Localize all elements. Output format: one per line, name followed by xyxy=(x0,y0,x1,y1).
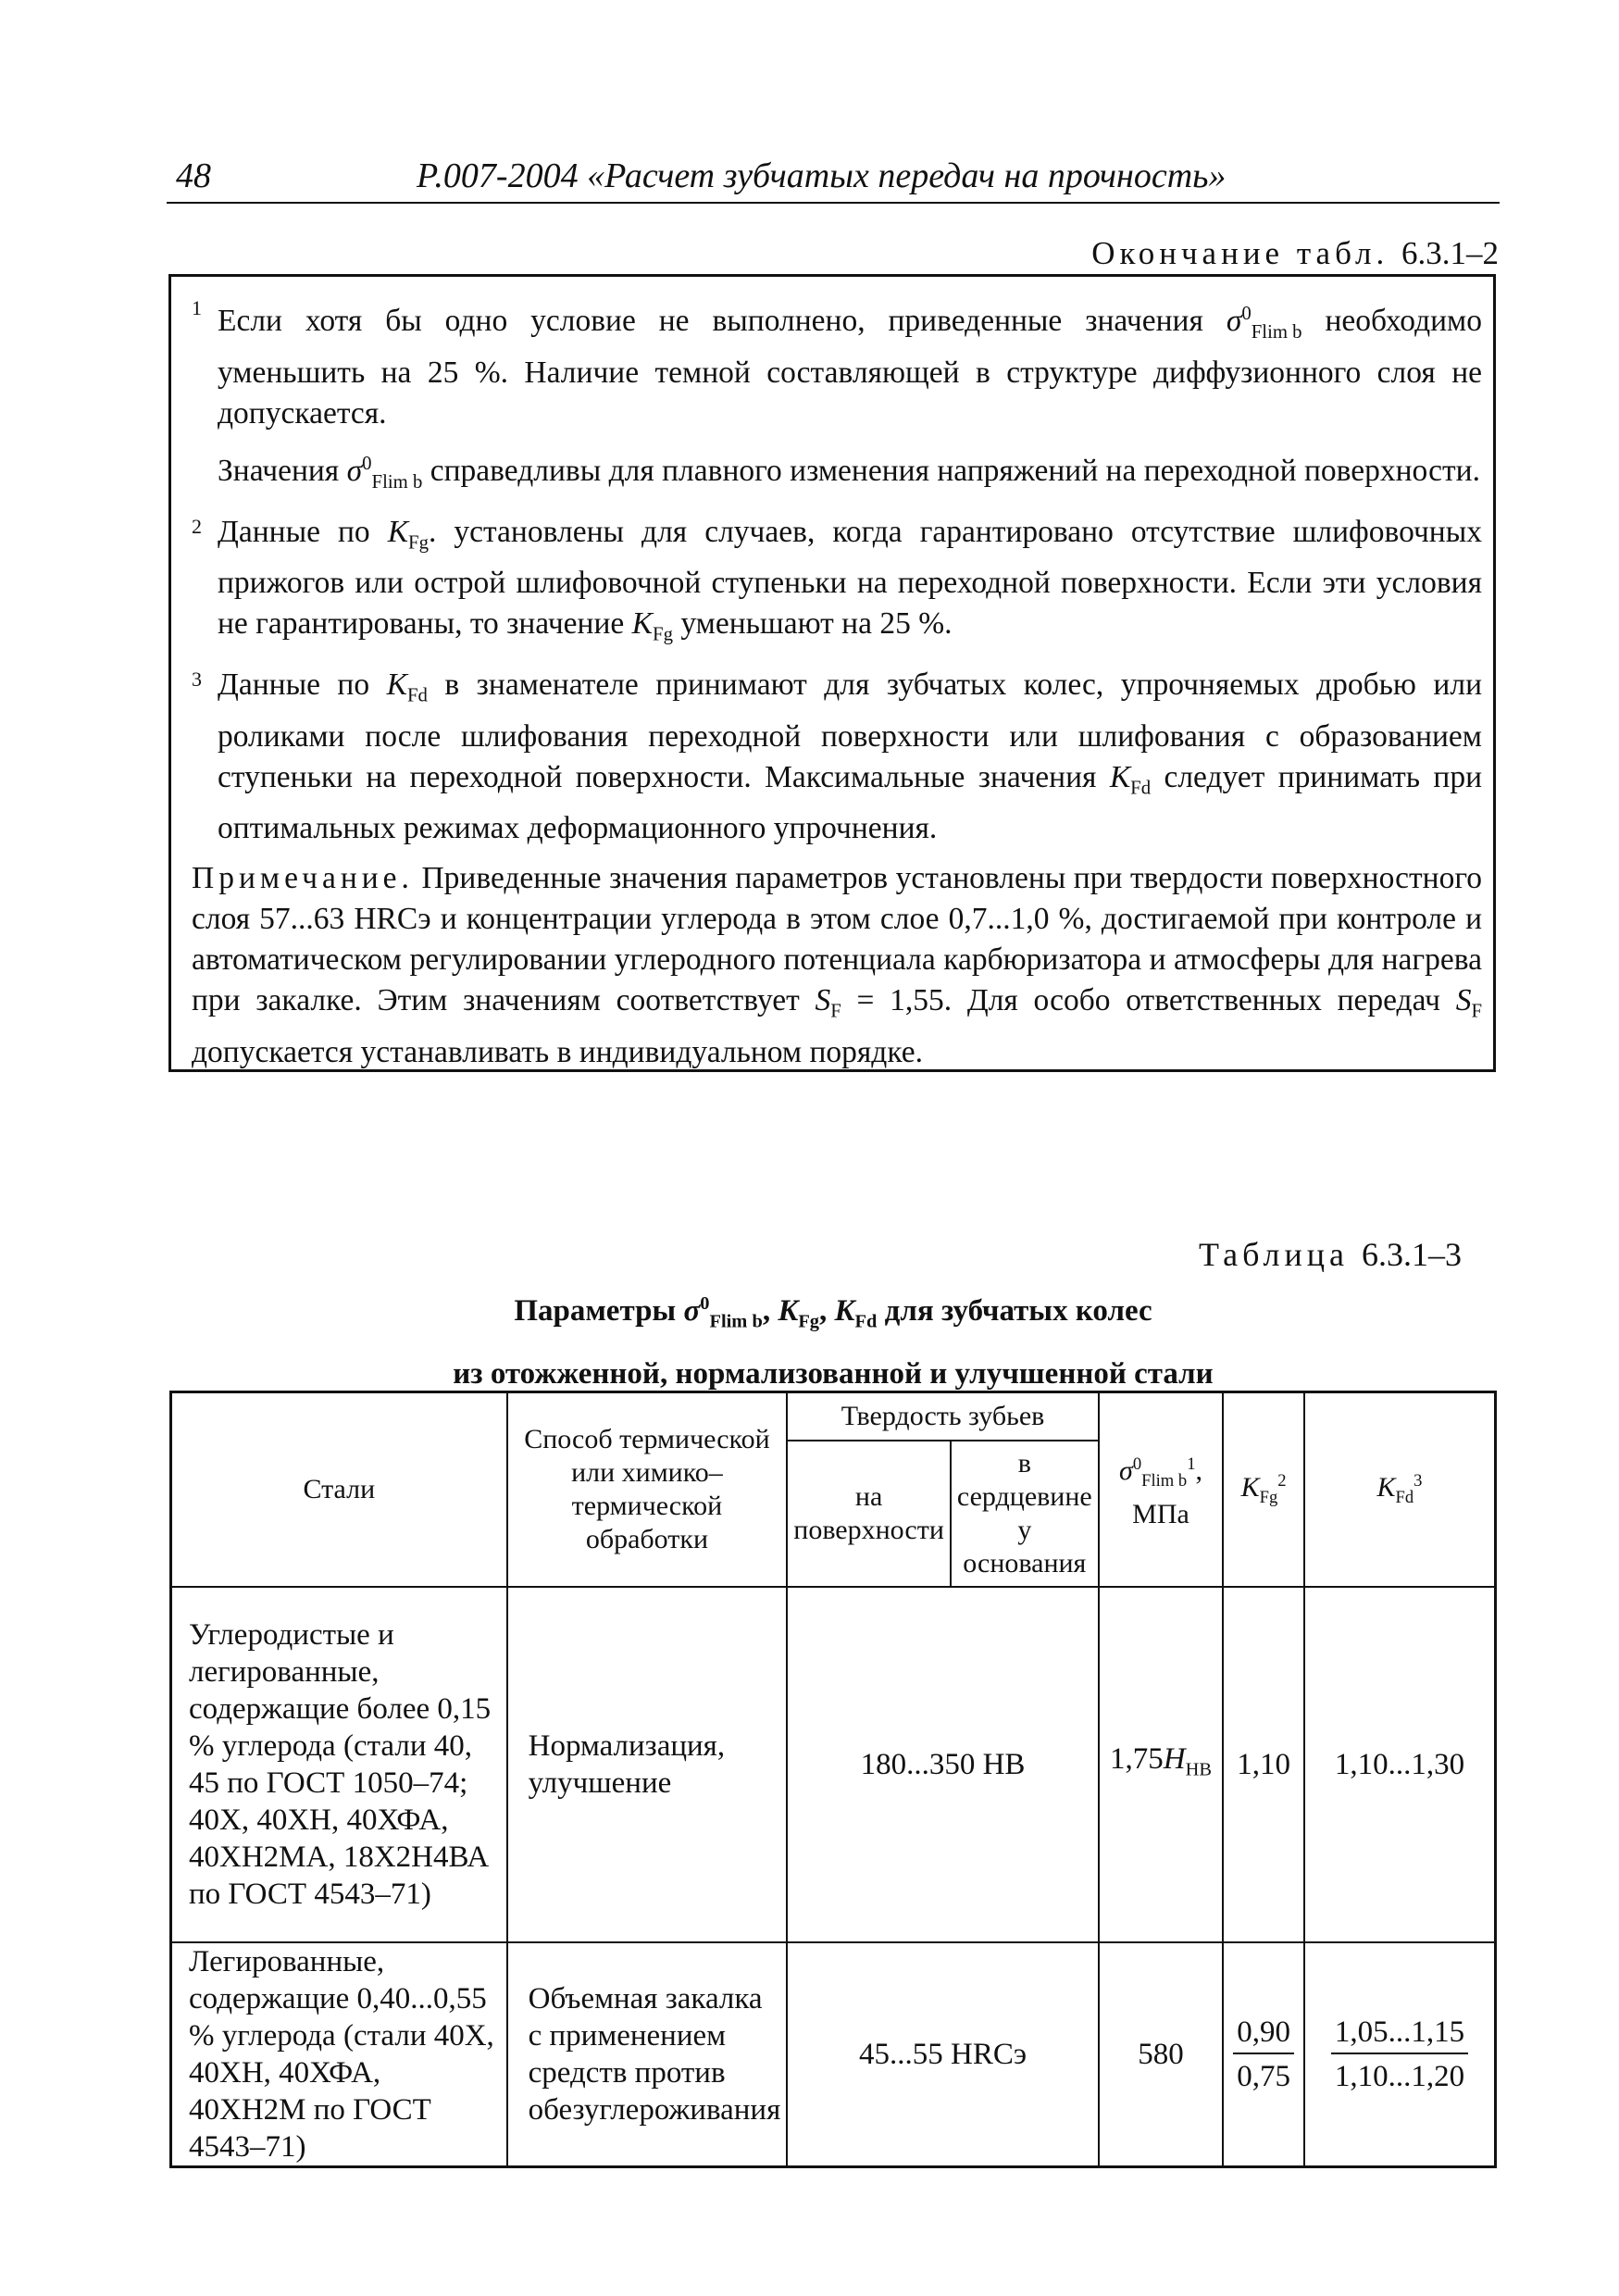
footnote-ref: 1 xyxy=(1187,1454,1196,1474)
page-header xyxy=(167,156,1500,204)
table-note xyxy=(192,858,1482,1073)
kfg-fraction xyxy=(1233,2014,1294,2095)
footnote-ref: 3 xyxy=(1414,1470,1423,1491)
kfg-symbol: $K_{Fg}$ xyxy=(778,1294,820,1332)
footnote-text: Если хотя бы одно условие не выполнено, приведенные значения xyxy=(218,304,1203,339)
fraction-numerator: 0,90 xyxy=(1233,2014,1294,2054)
header-kfd: $K_{Fd}^3$ xyxy=(1304,1392,1496,1587)
sf-symbol: $S_F$ xyxy=(815,983,841,1023)
footnote-text: уменьшают на 25 %. xyxy=(680,606,953,642)
cell-treatment: Объемная закалка с применением средств против обезуглероживания xyxy=(507,1942,788,2167)
footnote-text: необходимо уменьшить на 25 %. Наличие темной составляющей в структуре диффузионного слоя не допускается. xyxy=(218,304,1482,430)
continuation-label: Окончание табл. xyxy=(1091,235,1389,271)
header-core: в сердцевине у основания xyxy=(951,1441,1099,1587)
header-steels: Стали xyxy=(171,1392,507,1587)
cell-treatment: Нормализация, улучшение xyxy=(507,1587,788,1942)
footnote-text: в знаменателе принимают для зубчатых колес, упрочняемых дробью или роликами после шлифования переходной поверхности или шлифования с образованием ступеньки на переходной поверхности. Максимальные значения xyxy=(218,668,1483,794)
cell-kfd xyxy=(1304,1942,1496,2167)
kfd-symbol: $K_{Fd}$ xyxy=(834,1294,878,1332)
footnote-mark: 3 xyxy=(192,668,202,692)
footnote-3 xyxy=(192,665,1482,849)
kfg-symbol: $K_{Fg}$ xyxy=(387,514,429,554)
header-rule xyxy=(167,202,1500,204)
table-caption-number: 6.3.1–3 xyxy=(1362,1236,1462,1273)
header-kfg: $K_{Fg}^2$ xyxy=(1223,1392,1304,1587)
table-caption xyxy=(1199,1235,1462,1274)
note-lead: Примечание. xyxy=(192,861,414,896)
cell-hardness: 45...55 HRCэ xyxy=(787,1942,1098,2167)
footnote-text: Значения xyxy=(218,454,340,488)
footnote-1-paragraph-2 xyxy=(218,443,1482,503)
fraction-numerator: 1,05...1,15 xyxy=(1331,2014,1468,2054)
footnote-text: Данные по xyxy=(218,514,370,549)
fraction-denominator: 0,75 xyxy=(1237,2059,1290,2093)
continuation-caption xyxy=(1091,235,1499,272)
cell-kfg xyxy=(1223,1942,1304,2167)
table-title-line-2: из отожженной, нормализованной и улучшенной стали xyxy=(453,1356,1214,1391)
header-sigma: $\sigma^0_{Flim b}^1$, МПа xyxy=(1099,1392,1224,1587)
footnote-mark: 2 xyxy=(192,514,202,538)
table-title-line-1: Параметры $\sigma^0_{Flim b}$, $K_{Fg}$, $K_{Fd}$ для зубчатых колес xyxy=(514,1293,1152,1332)
footnote-1-paragraph-1 xyxy=(218,293,1482,434)
cell-sigma: 580 xyxy=(1099,1942,1224,2167)
footnote-ref: 2 xyxy=(1277,1470,1287,1491)
header-hardness: Твердость зубьев xyxy=(787,1392,1098,1441)
cell-hardness: 180...350 НВ xyxy=(787,1587,1098,1942)
sigma-symbol: $\sigma^0_{Flim b}$ xyxy=(1119,1454,1188,1491)
document-title: Р.007-2004 «Расчет зубчатых передач на прочность» xyxy=(417,156,1227,195)
sf-symbol: $S_F$ xyxy=(1455,983,1482,1023)
table-notes-box xyxy=(168,274,1496,1072)
kfg-symbol: $K_{Fg}$ xyxy=(631,606,673,646)
footnote-text: . xyxy=(428,514,437,549)
cell-kfd: 1,10...1,30 xyxy=(1304,1587,1496,1942)
header-row xyxy=(171,1392,1496,1441)
page-number: 48 xyxy=(176,156,211,195)
header-treatment: Способ термической или химико–термической обработки xyxy=(507,1392,788,1587)
header-surface: на поверхности xyxy=(787,1441,951,1587)
cell-kfg: 1,10 xyxy=(1223,1587,1304,1942)
note-text: допускается устанавливать в индивидуальном порядке. xyxy=(192,1035,924,1070)
kfd-symbol: $K_{Fd}$ xyxy=(1109,759,1152,799)
footnote-mark: 1 xyxy=(192,296,202,319)
table-title xyxy=(167,1278,1500,1400)
cell-steel: Углеродистые и легированные, содержащие более 0,15 % углерода (стали 40, 45 по ГОСТ 1050–74; 40Х, 40ХН, 40ХФА, 40ХН2МА, 18Х2Н4ВА по ГОСТ 4543–71) xyxy=(171,1587,507,1942)
note-text: Приведенные значения параметров установлены при твердости поверхностного слоя 57...63 HRCэ и концентрации углерода в этом слое 0,7...1,0 %, достигаемой при контроле и автоматическом регулировании углеродного потенциала карбюризатора и атмосферы для нагрева при закалке. Этим значениям соответствует xyxy=(192,861,1483,1018)
footnote-1 xyxy=(192,293,1482,503)
kfd-fraction xyxy=(1331,2014,1468,2095)
footnote-text: Данные по xyxy=(218,668,370,703)
fraction-denominator: 1,10...1,20 xyxy=(1334,2059,1465,2093)
note-text: = 1,55. Для особо ответственных передач xyxy=(856,983,1440,1018)
sigma-symbol: $\sigma^0_{Flim b}$ xyxy=(683,1293,763,1332)
sigma-unit: МПа xyxy=(1132,1498,1189,1529)
sigma-symbol: $\sigma^0_{Flim b}$ xyxy=(1226,303,1302,343)
parameters-table xyxy=(169,1391,1497,2168)
continuation-table-ref: 6.3.1–2 xyxy=(1401,235,1499,271)
table-row xyxy=(171,1942,1496,2167)
table-row xyxy=(171,1587,1496,1942)
sigma-symbol: $\sigma^0_{Flim b}$ xyxy=(346,452,423,493)
cell-sigma: $1,75H_{HB}$ xyxy=(1099,1587,1224,1942)
table-caption-label: Таблица xyxy=(1199,1236,1349,1273)
footnote-text: следует принимать при оптимальных режимах деформационного упрочнения. xyxy=(218,759,1483,846)
footnote-text: справедливы для плавного изменения напряжений на переходной поверхности. xyxy=(430,454,1480,488)
cell-steel: Легированные, содержащие 0,40...0,55 % углерода (стали 40Х, 40ХН, 40ХФА, 40ХН2М по ГОСТ 4543–71) xyxy=(171,1942,507,2167)
kfd-symbol: $K_{Fd}$ xyxy=(386,668,428,706)
footnote-text: установлены для случаев, когда гарантировано отсутствие шлифовочных прижогов или острой шлифовочной ступеньки на переходной поверхности. Если эти условия не гарантированы, то значение xyxy=(218,514,1482,642)
footnote-2 xyxy=(192,512,1482,655)
